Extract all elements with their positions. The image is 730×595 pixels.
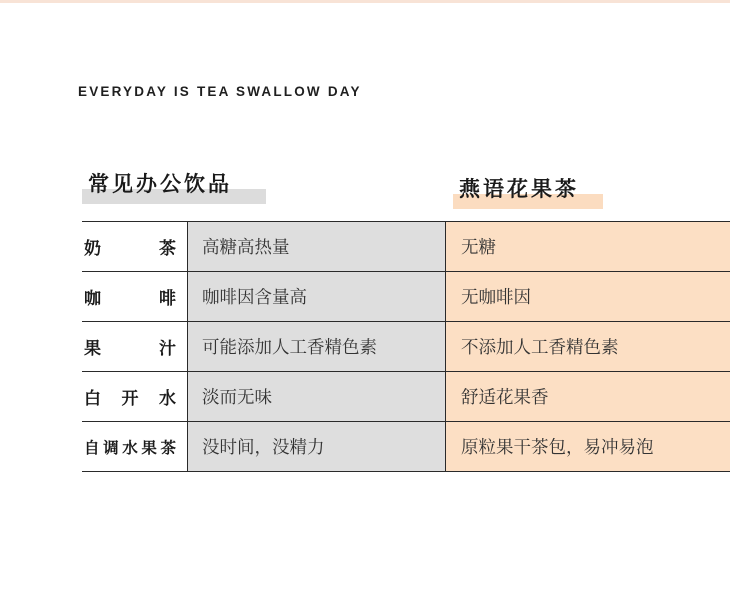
tagline: EVERYDAY IS TEA SWALLOW DAY [78,84,362,99]
row-label: 奶茶 [84,239,176,259]
office-drink-cell: 高糖高热量 [188,222,446,271]
tea-cell: 无咖啡因 [446,272,730,321]
row-label-cell [82,322,188,371]
tea-cell: 舒适花果香 [446,372,730,421]
comparison-table [82,221,730,472]
row-label-cell [82,422,188,471]
tea-cell: 无糖 [446,222,730,271]
row-label: 咖啡 [84,289,176,309]
tea-heading-text: 燕语花果茶 [459,177,579,201]
row-label-cell [82,372,188,421]
office-drink-cell: 淡而无味 [188,372,446,421]
table-row [82,222,730,272]
office-drinks-heading [88,168,232,198]
row-label-cell [82,222,188,271]
office-drink-cell: 可能添加人工香精色素 [188,322,446,371]
office-drink-cell: 咖啡因含量高 [188,272,446,321]
office-drink-cell: 没时间，没精力 [188,422,446,471]
tea-cell: 不添加人工香精色素 [446,322,730,371]
row-label: 自调水果茶 [84,438,176,457]
yanyu-tea-heading [459,173,579,203]
table-row [82,322,730,372]
table-row [82,272,730,322]
row-label: 果汁 [84,339,176,359]
row-label: 白开水 [84,389,176,409]
office-heading-text: 常见办公饮品 [88,172,232,196]
table-row [82,422,730,472]
tea-cell: 原粒果干茶包，易冲易泡 [446,422,730,471]
table-row [82,372,730,422]
row-label-cell [82,272,188,321]
top-accent-strip [0,0,730,3]
